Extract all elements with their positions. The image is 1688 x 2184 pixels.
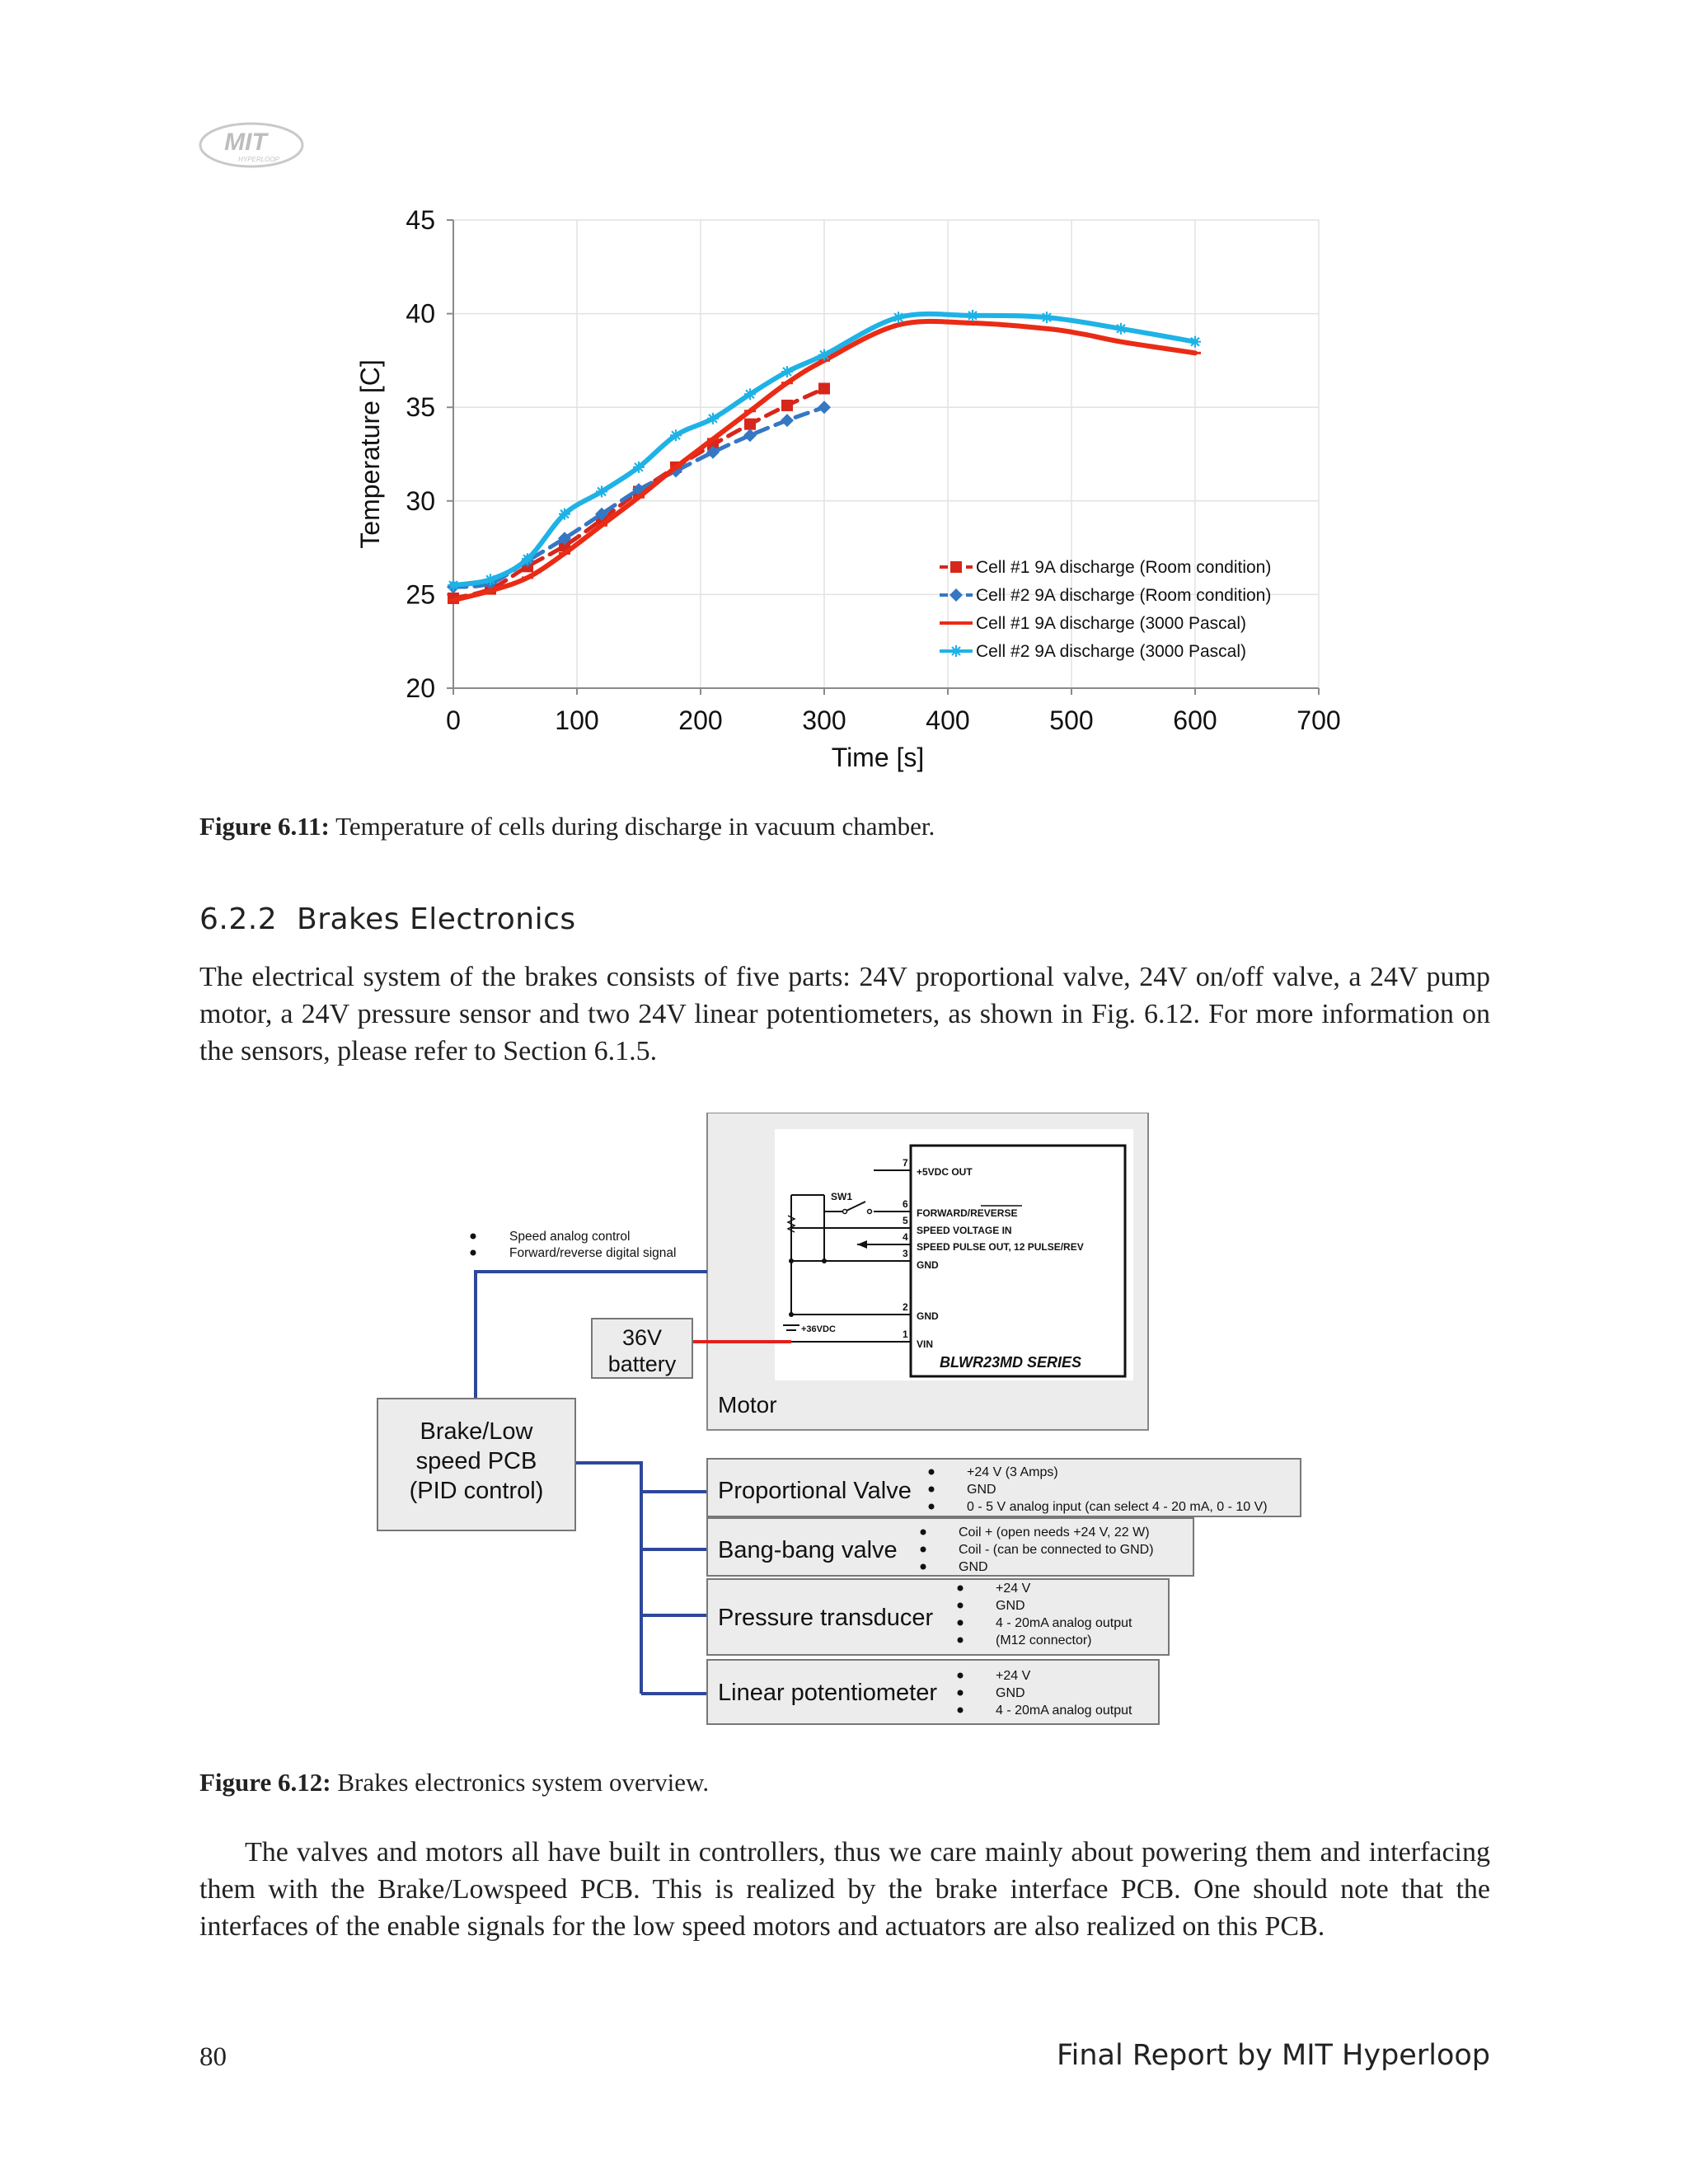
- y-tick-label: 20: [406, 673, 435, 703]
- paragraph-1-text: The electrical system of the brakes consists of five parts: 24V proportional valve, 24V on/off valve, a 24V pump motor, a 24V pressure sensor and two 24V linear potentiometers, as shown in Fig. 6.12. For more information on the sensors, please refer to Section 6.1.5.: [199, 962, 1490, 1066]
- series-4-point: [893, 312, 904, 323]
- logo-text: MIT: [224, 129, 267, 156]
- series-2-point: [743, 429, 757, 442]
- legend-entry-3: Cell #1 9A discharge (3000 Pascal): [976, 614, 1247, 633]
- series-4-point: [485, 574, 496, 585]
- pin-7: 7: [903, 1157, 908, 1169]
- component-name-2: Bang-bang valve: [718, 1537, 898, 1563]
- series-4-point: [707, 413, 719, 424]
- series-2-point: [818, 401, 831, 414]
- pin-label-2: GND: [917, 1310, 939, 1322]
- x-tick-label: 300: [802, 705, 846, 735]
- series-4-point: [1189, 336, 1201, 348]
- series-4-point: [967, 310, 978, 321]
- figure-6-12-caption: [199, 1768, 709, 1797]
- legend-entry-2: Cell #2 9A discharge (Room condition): [976, 586, 1272, 605]
- figure-label: Figure 6.11:: [199, 812, 330, 841]
- pin-1: 1: [903, 1329, 908, 1340]
- y-tick-label: 45: [406, 205, 435, 235]
- y-axis-label: Temperature [C]: [355, 359, 385, 549]
- pin-2: 2: [903, 1301, 908, 1313]
- x-tick-label: 100: [555, 705, 599, 735]
- legend-marker-2: [950, 588, 963, 602]
- component-name-3: Pressure transducer: [718, 1605, 934, 1631]
- series-1-point: [744, 419, 756, 430]
- section-number: 6.2.2: [199, 902, 278, 936]
- component-2-spec-2: Coil - (can be connected to GND): [959, 1543, 1154, 1557]
- mit-hyperloop-logo: [198, 114, 305, 173]
- x-tick-label: 200: [678, 705, 723, 735]
- series-4-point: [1041, 312, 1053, 323]
- pin-label-1: VIN: [917, 1338, 934, 1350]
- component-4-spec-1: +24 V: [996, 1669, 1031, 1683]
- series-4-point: [522, 553, 533, 565]
- x-tick-label: 0: [446, 705, 461, 735]
- series-4-point: [448, 579, 459, 591]
- figure-6-11-caption: [199, 812, 935, 841]
- pin-label-6: FORWARD/REVERSE: [917, 1207, 1018, 1219]
- figure-label: Figure 6.12:: [199, 1768, 331, 1797]
- pin-4: 4: [903, 1231, 908, 1243]
- series-1-point: [781, 400, 793, 411]
- pin-5: 5: [903, 1215, 908, 1226]
- legend-entry-1: Cell #1 9A discharge (Room condition): [976, 558, 1272, 577]
- battery-label-1: 36V: [621, 1325, 663, 1350]
- series-2-point: [781, 414, 794, 427]
- legend-marker-1: [950, 561, 962, 573]
- pcb-label-1: Brake/Low: [420, 1418, 533, 1445]
- component-3-spec-2: GND: [996, 1599, 1025, 1613]
- component-3-spec-3: 4 - 20mA analog output: [996, 1616, 1132, 1630]
- supply-label: +36VDC: [801, 1324, 836, 1334]
- x-axis-label: Time [s]: [831, 743, 925, 772]
- series-4-point: [781, 366, 793, 377]
- motor-model-label: BLWR23MD SERIES: [940, 1354, 1082, 1371]
- pcb-bus-wire: [575, 1463, 641, 1694]
- paragraph-2-text: The valves and motors all have built in controllers, thus we care mainly about powering them and interfacing them with the Brake/Lowspeed PCB. This is realized by the brake interface PCB. One should note that the interfaces of the enable signals for the low speed motors and actuators are also realized on this PCB.: [199, 1837, 1490, 1942]
- page-number: 80: [199, 2042, 227, 2072]
- logo-subtext: HYPERLOOP: [238, 156, 279, 163]
- figure-text: Temperature of cells during discharge in vacuum chamber.: [335, 812, 935, 841]
- pin-label-3: GND: [917, 1259, 939, 1271]
- paragraph-2: [199, 1834, 1490, 1945]
- component-1-spec-2: GND: [967, 1483, 996, 1497]
- figure-text: Brakes electronics system overview.: [337, 1768, 710, 1797]
- pin-label-4: SPEED PULSE OUT, 12 PULSE/REV: [917, 1241, 1084, 1253]
- component-2-spec-1: Coil + (open needs +24 V, 22 W): [959, 1526, 1150, 1540]
- series-4-point: [559, 509, 570, 520]
- pcb-label-2: speed PCB: [415, 1448, 537, 1474]
- switch-label: SW1: [831, 1191, 853, 1202]
- motor-signal-1: Speed analog control: [509, 1230, 631, 1244]
- y-tick-label: 25: [406, 579, 435, 610]
- y-tick-label: 35: [406, 392, 435, 423]
- component-3-spec-1: +24 V: [996, 1582, 1031, 1596]
- x-tick-label: 700: [1296, 705, 1341, 735]
- pin-label-7: +5VDC OUT: [917, 1166, 973, 1178]
- series-4-point: [596, 485, 607, 497]
- pin-3: 3: [903, 1248, 908, 1259]
- pin-label-5: SPEED VOLTAGE IN: [917, 1225, 1012, 1236]
- motor-signal-2: Forward/reverse digital signal: [509, 1246, 677, 1260]
- legend-marker-4: [950, 645, 962, 657]
- series-4-point: [1115, 323, 1127, 335]
- section-heading: [199, 902, 576, 936]
- x-tick-label: 600: [1173, 705, 1217, 735]
- component-4-spec-3: 4 - 20mA analog output: [996, 1704, 1132, 1718]
- series-4-point: [818, 349, 830, 361]
- temperature-chart: [346, 198, 1368, 791]
- battery-label-2: battery: [607, 1352, 677, 1376]
- component-4-spec-2: GND: [996, 1686, 1025, 1700]
- component-1-spec-3: 0 - 5 V analog input (can select 4 - 20 mA, 0 - 10 V): [967, 1500, 1268, 1514]
- running-footer: Final Report by MIT Hyperloop: [1057, 2039, 1490, 2072]
- paragraph-1: [199, 958, 1490, 1070]
- x-tick-label: 500: [1049, 705, 1094, 735]
- y-tick-label: 40: [406, 298, 435, 329]
- legend-entry-4: Cell #2 9A discharge (3000 Pascal): [976, 642, 1247, 661]
- component-3-spec-4: (M12 connector): [996, 1633, 1092, 1647]
- x-tick-label: 400: [926, 705, 970, 735]
- pin-6: 6: [903, 1198, 908, 1210]
- series-4-point: [744, 388, 756, 400]
- motor-label: Motor: [718, 1392, 777, 1418]
- series-4-point: [670, 429, 682, 441]
- component-2-spec-3: GND: [959, 1560, 988, 1574]
- brakes-electronics-diagram: [363, 1113, 1319, 1755]
- series-4-point: [633, 462, 645, 473]
- section-title: Brakes Electronics: [297, 902, 576, 936]
- y-tick-label: 30: [406, 485, 435, 516]
- component-1-spec-1: +24 V (3 Amps): [967, 1465, 1058, 1479]
- component-name-1: Proportional Valve: [718, 1478, 912, 1504]
- series-1-point: [818, 382, 830, 394]
- component-name-4: Linear potentiometer: [718, 1680, 937, 1706]
- pcb-label-3: (PID control): [409, 1478, 544, 1504]
